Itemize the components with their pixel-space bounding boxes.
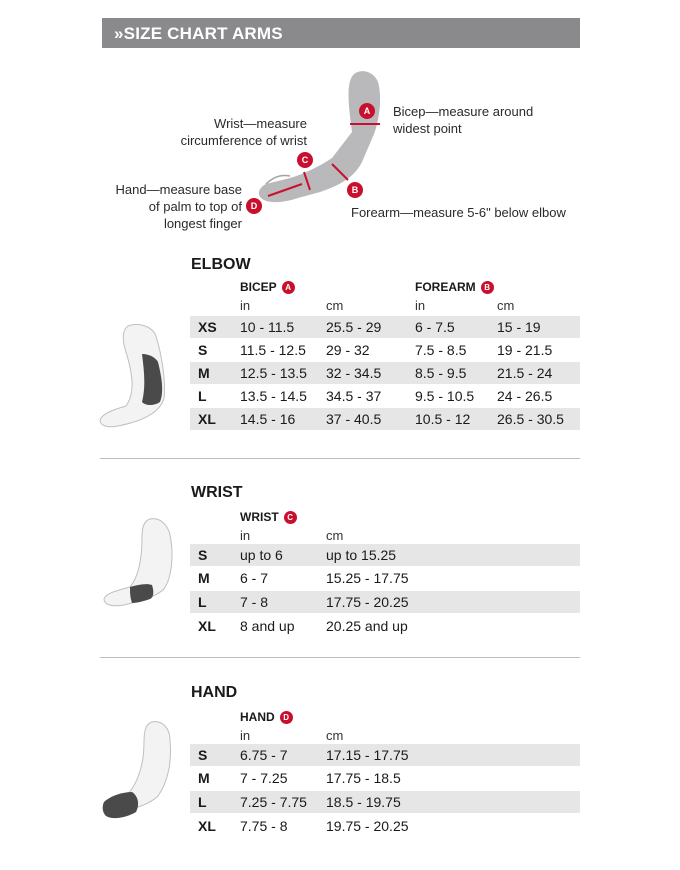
wrist-group-header — [240, 510, 297, 524]
wrist-cm-value: 17.75 - 20.25 — [326, 594, 409, 610]
table-row — [190, 791, 580, 813]
hand-unit-in: in — [240, 728, 251, 743]
table-row — [190, 815, 580, 837]
bicep-cm-value: 29 - 32 — [326, 342, 370, 358]
forearm-cm-value: 15 - 19 — [497, 319, 541, 335]
forearm-in-value: 8.5 - 9.5 — [415, 365, 467, 381]
hand-in-value: 7.75 - 8 — [240, 818, 288, 834]
marker-a: A — [359, 103, 375, 119]
elbow-forearm-label: FOREARM — [415, 280, 476, 294]
size-label: L — [198, 594, 207, 610]
table-row — [190, 767, 580, 789]
wrist-in-value: 8 and up — [240, 618, 295, 634]
hand-cm-value: 17.15 - 17.75 — [326, 747, 409, 763]
bicep-cm-value: 32 - 34.5 — [326, 365, 382, 381]
elbow-unit-forearm-cm: cm — [497, 298, 515, 313]
bicep-cm-value: 25.5 - 29 — [326, 319, 382, 335]
hand-sleeve-illustration — [100, 718, 190, 822]
bicep-cm-value: 37 - 40.5 — [326, 411, 382, 427]
elbow-unit-bicep-cm: cm — [326, 298, 344, 313]
wrist-unit-cm: cm — [326, 528, 344, 543]
marker-d: D — [246, 198, 262, 214]
wrist-cm-value: up to 15.25 — [326, 547, 397, 563]
forearm-in-value: 10.5 - 12 — [415, 411, 471, 427]
table-row — [190, 408, 580, 430]
elbow-unit-bicep-in: in — [240, 298, 251, 313]
forearm-callout: Forearm—measure 5-6" below elbow — [351, 205, 566, 220]
wrist-group-label: WRIST — [240, 510, 279, 524]
size-label: L — [198, 388, 207, 404]
size-label: M — [198, 365, 210, 381]
forearm-in-value: 6 - 7.5 — [415, 319, 455, 335]
hand-cm-value: 19.75 - 20.25 — [326, 818, 409, 834]
forearm-cm-value: 24 - 26.5 — [497, 388, 553, 404]
forearm-cm-value: 26.5 - 30.5 — [497, 411, 564, 427]
size-label: XL — [198, 818, 216, 834]
wrist-in-value: 6 - 7 — [240, 570, 269, 586]
bicep-in-value: 11.5 - 12.5 — [240, 342, 306, 358]
bicep-in-value: 10 - 11.5 — [240, 319, 295, 335]
wrist-callout: Wrist—measure circumference of wrist — [180, 116, 307, 148]
bicep-cm-value: 34.5 - 37 — [326, 388, 382, 404]
wrist-in-value: 7 - 8 — [240, 594, 269, 610]
table-row — [190, 362, 580, 384]
marker-c: C — [297, 152, 313, 168]
bicep-in-value: 13.5 - 14.5 — [240, 388, 307, 404]
forearm-in-value: 9.5 - 10.5 — [415, 388, 475, 404]
table-row — [190, 744, 580, 766]
table-row — [190, 339, 580, 361]
header-banner — [102, 18, 580, 48]
size-label: XL — [198, 618, 216, 634]
wrist-cm-value: 20.25 and up — [326, 618, 408, 634]
page-title: »SIZE CHART ARMS — [114, 24, 283, 43]
elbow-forearm-badge: B — [481, 281, 494, 294]
hand-cm-value: 17.75 - 18.5 — [326, 770, 401, 786]
table-row — [190, 567, 580, 589]
elbow-section-title: ELBOW — [191, 256, 251, 273]
table-row — [190, 316, 580, 338]
wrist-section-title: WRIST — [191, 484, 243, 501]
elbow-bicep-header — [240, 280, 295, 294]
bicep-callout: Bicep—measure around widest point — [393, 104, 534, 136]
size-label: XS — [198, 319, 217, 335]
hand-group-header — [240, 710, 293, 724]
marker-b: B — [347, 182, 363, 198]
wrist-sleeve-illustration — [100, 515, 190, 617]
hand-callout: Hand—measure base of palm to top of longest finger — [115, 182, 242, 231]
wrist-in-value: up to 6 — [240, 547, 283, 563]
hand-group-label: HAND — [240, 710, 275, 724]
table-row — [190, 544, 580, 566]
hand-unit-cm: cm — [326, 728, 344, 743]
forearm-cm-value: 19 - 21.5 — [497, 342, 553, 358]
section-divider — [100, 458, 580, 459]
size-label: M — [198, 770, 210, 786]
hand-cm-value: 18.5 - 19.75 — [326, 794, 401, 810]
table-row — [190, 385, 580, 407]
wrist-unit-in: in — [240, 528, 251, 543]
size-label: XL — [198, 411, 216, 427]
hand-in-value: 7 - 7.25 — [240, 770, 288, 786]
elbow-unit-forearm-in: in — [415, 298, 426, 313]
table-row — [190, 591, 580, 613]
size-label: S — [198, 747, 208, 763]
elbow-bicep-label: BICEP — [240, 280, 277, 294]
size-label: M — [198, 570, 210, 586]
forearm-in-value: 7.5 - 8.5 — [415, 342, 467, 358]
hand-badge: D — [280, 711, 293, 724]
elbow-bicep-badge: A — [282, 281, 295, 294]
wrist-badge: C — [284, 511, 297, 524]
table-row — [190, 615, 580, 637]
hand-section-title: HAND — [191, 684, 238, 701]
section-divider — [100, 657, 580, 658]
elbow-sleeve-illustration — [98, 322, 188, 434]
forearm-cm-value: 21.5 - 24 — [497, 365, 553, 381]
hand-in-value: 6.75 - 7 — [240, 747, 288, 763]
bicep-in-value: 14.5 - 16 — [240, 411, 296, 427]
bicep-in-value: 12.5 - 13.5 — [240, 365, 307, 381]
size-label: S — [198, 547, 208, 563]
hand-in-value: 7.25 - 7.75 — [240, 794, 307, 810]
wrist-cm-value: 15.25 - 17.75 — [326, 570, 409, 586]
size-label: S — [198, 342, 208, 358]
size-label: L — [198, 794, 207, 810]
elbow-forearm-header — [415, 280, 494, 294]
